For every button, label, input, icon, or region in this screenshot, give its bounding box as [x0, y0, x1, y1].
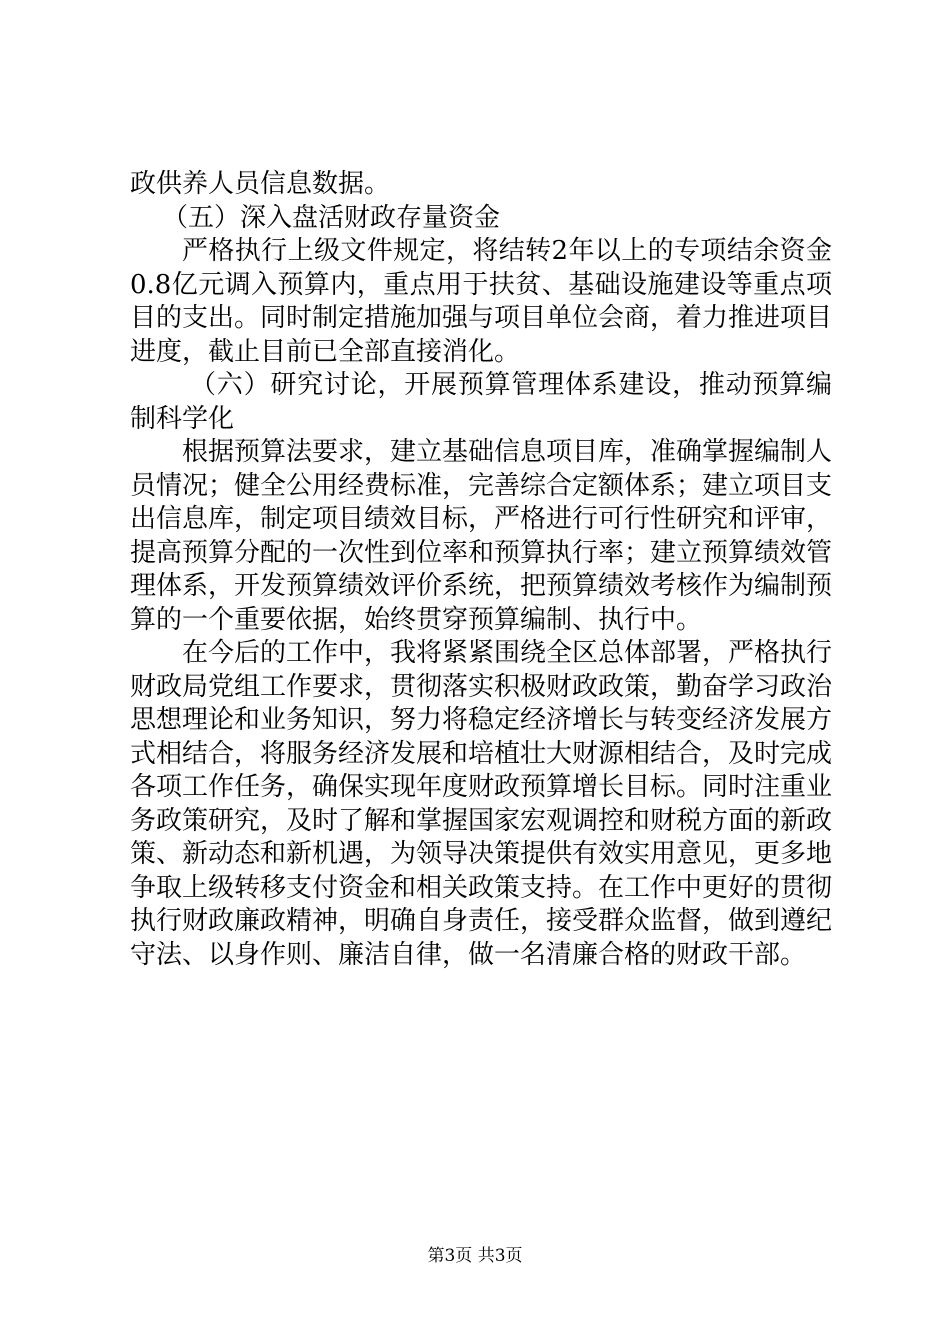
- paragraph-future-work: 在今后的工作中，我将紧紧围绕全区总体部署，严格执行财政局党组工作要求，贯彻落实积极财政政策，勤奋学习政治思想理论和业务知识，努力将稳定经济增长与转变经济发展方式相结合，将服务经济发展和培植壮大财源相结合，及时完成各项工作任务，确保实现年度财政预算增长目标。同时注重业务政策研究，及时了解和掌握国家宏观调控和财税方面的新政策、新动态和新机遇，为领导决策提供有效实用意见，更多地争取上级转移支付资金和相关政策支持。在工作中更好的贯彻执行财政廉政精神，明确自身责任，接受群众监督，做到遵纪守法、以身作则、廉洁自律，做一名清廉合格的财政干部。: [130, 638, 833, 970]
- section-heading-5: （五）深入盘活财政存量资金: [162, 202, 501, 233]
- paragraph-funds: 严格执行上级文件规定，将结转2年以上的专项结余资金0.8亿元调入预算内，重点用于扶贫、基础设施建设等重点项目的支出。同时制定措施加强与项目单位会商，着力推进项目进度，截止目前已全部直接消化。: [130, 236, 833, 367]
- section-heading-6: （六）研究讨论，开展预算管理体系建设，推动预算编制科学化: [130, 370, 832, 434]
- paragraph-continuation: 政供养人员信息数据。: [130, 169, 391, 199]
- page-footer: 第3页 共3页: [427, 1246, 523, 1266]
- paragraph-budget-system: 根据预算法要求，建立基础信息项目库，准确掌握编制人员情况；健全公用经费标准，完善综合定额体系；建立项目支出信息库，制定项目绩效目标，严格进行可行性研究和评审，提高预算分配的一次性到位率和预算执行率；建立预算绩效管理体系，开发预算绩效评价系统，把预算绩效考核作为编制预算的一个重要依据，始终贯穿预算编制、执行中。: [130, 437, 833, 635]
- document-body: [130, 168, 832, 972]
